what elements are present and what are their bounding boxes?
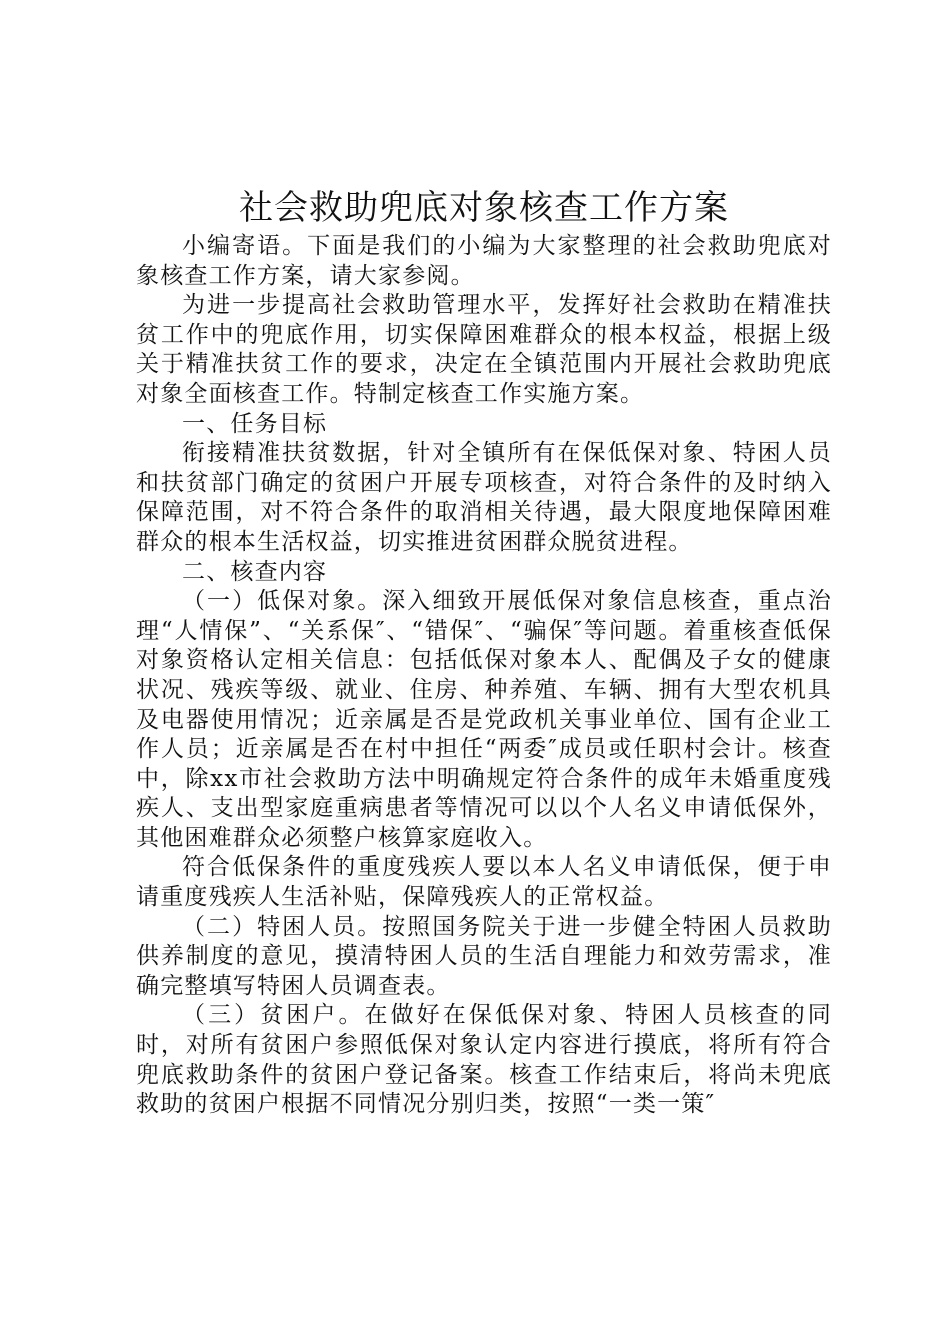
section-heading-check-content: 二、核查内容 bbox=[182, 558, 328, 585]
special-hardship-paragraph: （二）特困人员。按照国务院关于进一步健全特困人员救助供养制度的意见，摸清特困人员的生活自理能力和效劳需求，准确完整填写特困人员调查表。 bbox=[136, 913, 832, 999]
section-heading-task-goals: 一、任务目标 bbox=[182, 410, 328, 437]
document-page bbox=[136, 184, 832, 1120]
poor-household-paragraph: （三）贫困户。在做好在保低保对象、特困人员核查的同时，对所有贫困户参照低保对象认定内容进行摸底，将所有符合兜底救助条件的贫困户登记备案。核查工作结束后，将尚未兜底救助的贫困户根据不同情况分别归类，按照“一类一策″ bbox=[136, 1002, 832, 1118]
purpose-paragraph: 为进一步提高社会救助管理水平，发挥好社会救助在精准扶贫工作中的兜底作用，切实保障困难群众的根本权益，根据上级关于精准扶贫工作的要求，决定在全镇范围内开展社会救助兜底对象全面核查工作。特制定核查工作实施方案。 bbox=[136, 292, 832, 407]
low-income-paragraph: （一）低保对象。深入细致开展低保对象信息核查，重点治理“人情保”、“关系保″、“错保″、“骗保″等问题。着重核查低保对象资格认定相关信息：包括低保对象本人、配偶及子女的健康状况、残疾等级、就业、住房、种养殖、车辆、拥有大型农机具及电器使用情况；近亲属是否是党政机关事业单位、国有企业工作人员；近亲属是否在村中担任“两委″成员或任职村会计。核查中，除xx市社会救助方法中明确规定符合条件的成年未婚重度残疾人、支出型家庭重病患者等情况可以以个人名义申请低保外，其他困难群众必须整户核算家庭收入。 bbox=[136, 588, 832, 851]
disabled-paragraph: 符合低保条件的重度残疾人要以本人名义申请低保，便于申请重度残疾人生活补贴，保障残疾人的正常权益。 bbox=[136, 854, 832, 911]
intro-paragraph: 小编寄语。下面是我们的小编为大家整理的社会救助兜底对象核查工作方案，请大家参阅。 bbox=[136, 233, 832, 289]
document-title: 社会救助兜底对象核查工作方案 bbox=[239, 188, 729, 228]
task-goals-paragraph: 衔接精准扶贫数据，针对全镇所有在保低保对象、特困人员和扶贫部门确定的贫困户开展专项核查，对符合条件的及时纳入保障范围，对不符合条件的取消相关待遇，最大限度地保障困难群众的根本生活权益，切实推进贫困群众脱贫进程。 bbox=[136, 440, 832, 555]
